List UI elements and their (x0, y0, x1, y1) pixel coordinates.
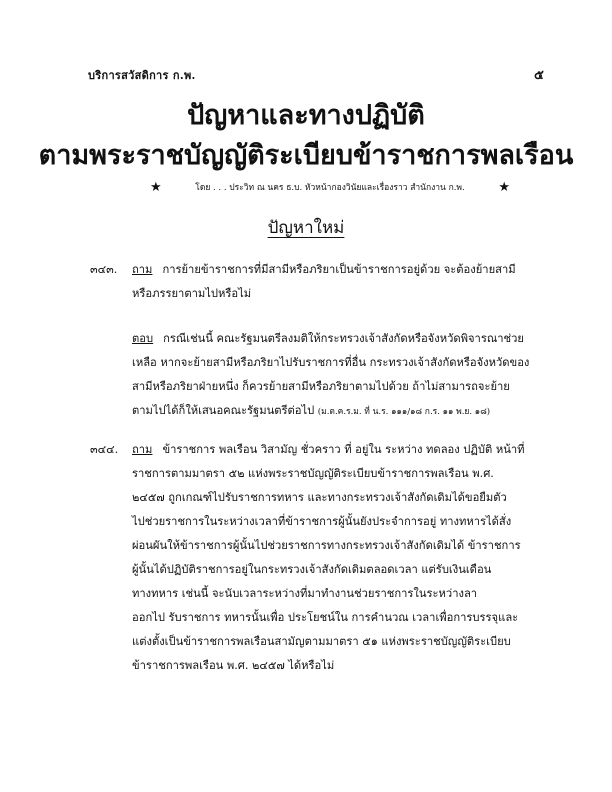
star-icon: ★ (150, 179, 162, 195)
question-line (90, 258, 550, 282)
question-line (90, 654, 550, 678)
question-line (90, 462, 550, 486)
question-344 (90, 438, 550, 678)
answer-reference: (ม.ต.ค.ร.ม. ที่ น.ร. ๑๑๑/๑๘ ก.ร. ๑๑ พ.ย. ๑๘) (317, 407, 491, 417)
section-heading (0, 214, 612, 241)
question-number: ๓๔๓. (90, 263, 118, 276)
question-line (90, 558, 550, 582)
answer-line (132, 375, 572, 399)
question-line (90, 606, 550, 630)
question-text: ข้าราชการพลเรือน พ.ศ. ๒๔๕๗ ได้หรือไม่ (132, 659, 335, 672)
answer-343 (132, 327, 572, 423)
page-number: ๕ (534, 68, 544, 83)
question-number: ๓๔๔. (90, 443, 119, 456)
author-text: โดย . . . ประวิท ณ นคร ธ.บ. หัวหน้ากองวินัยและเรื่องราว สำนักงาน ก.พ. (195, 183, 465, 193)
question-tag: ถาม (132, 443, 153, 456)
answer-text: เหลือ หากจะย้ายสามีหรือภริยาไปรับราชการที่อื่น กระทรวงเจ้าสังกัดหรือจังหวัดของ (132, 356, 530, 369)
question-text: การย้ายข้าราชการที่มีสามีหรือภริยาเป็นข้าราชการอยู่ด้วย จะต้องย้ายสามี (162, 263, 516, 276)
question-text: ๒๔๕๗ ถูกเกณฑ์ไปรับราชการทหาร และทางกระทรวงเจ้าสังกัดเดิมได้ขอยืมตัว (132, 491, 507, 504)
question-line (90, 582, 550, 606)
answer-text: กรณีเช่นนี้ คณะรัฐมนตรีลงมติให้กระทรวงเจ้าสังกัดหรือจังหวัดพิจารณาช่วย (163, 332, 524, 345)
section-heading-text: ปัญหาใหม่ (267, 218, 345, 238)
question-text: แต่งตั้งเป็นข้าราชการพลเรือนสามัญตามมาตรา ๕๑ แห่งพระราชบัญญัติระเบียบ (132, 635, 511, 648)
page-title-line-1: ปัญหาและทางปฏิบัติ (187, 100, 425, 131)
answer-tag: ตอบ (132, 332, 154, 345)
question-line (90, 438, 550, 462)
answer-line (132, 351, 572, 375)
question-text: ผู้นั้นได้ปฏิบัติราชการอยู่ในกระทรวงเจ้าสังกัดเดิมตลอดเวลา แต่รับเงินเดือน (132, 563, 492, 576)
question-tag: ถาม (132, 263, 153, 276)
question-text: ออกไป รับราชการ ทหารนั้นเพื่อ ประโยชน์ใน การคำนวณ เวลาเพื่อการบรรจุและ (132, 611, 519, 624)
star-icon: ★ (498, 179, 510, 195)
answer-text: ตามไปได้ก็ให้เสนอคณะรัฐมนตรีต่อไป (132, 404, 315, 417)
question-line (90, 282, 550, 306)
question-text: ทางทหาร เช่นนี้ จะนับเวลาระหว่างที่มาทำงานช่วยราชการในระหว่างลา (132, 587, 478, 600)
author-byline (150, 180, 510, 194)
question-text: ราชการตามมาตรา ๕๒ แห่งพระราชบัญญัติระเบียบข้าราชการพลเรือน พ.ศ. (132, 467, 494, 480)
publication-header: บริการสวัสดิการ ก.พ. (88, 69, 196, 82)
question-line (90, 630, 550, 654)
question-text: ผ่อนผันให้ข้าราชการผู้นั้นไปช่วยราชการทางกระทรวงเจ้าสังกัดเดิมได้ ข้าราชการ (132, 539, 521, 552)
answer-text: สามีหรือภริยาฝ่ายหนึ่ง ก็ควรย้ายสามีหรือภริยาตามไปด้วย ถ้าไม่สามารถจะย้าย (132, 380, 510, 393)
question-line (90, 510, 550, 534)
page-title-line-2: ตามพระราชบัญญัติระเบียบข้าราชการพลเรือน (38, 140, 574, 171)
answer-line (132, 327, 572, 351)
question-text: ไปช่วยราชการในระหว่างเวลาที่ข้าราชการผู้นั้นยังประจำการอยู่ ทางทหารได้สั่ง (132, 515, 512, 528)
question-text: หรือภรรยาตามไปหรือไม่ (132, 287, 252, 300)
question-343 (90, 258, 550, 306)
question-line (90, 534, 550, 558)
question-text: ข้าราชการ พลเรือน วิสามัญ ชั่วคราว ที่ อยู่ใน ระหว่าง ทดลอง ปฏิบัติ หน้าที่ (162, 443, 525, 456)
answer-line (132, 399, 572, 423)
question-line (90, 486, 550, 510)
